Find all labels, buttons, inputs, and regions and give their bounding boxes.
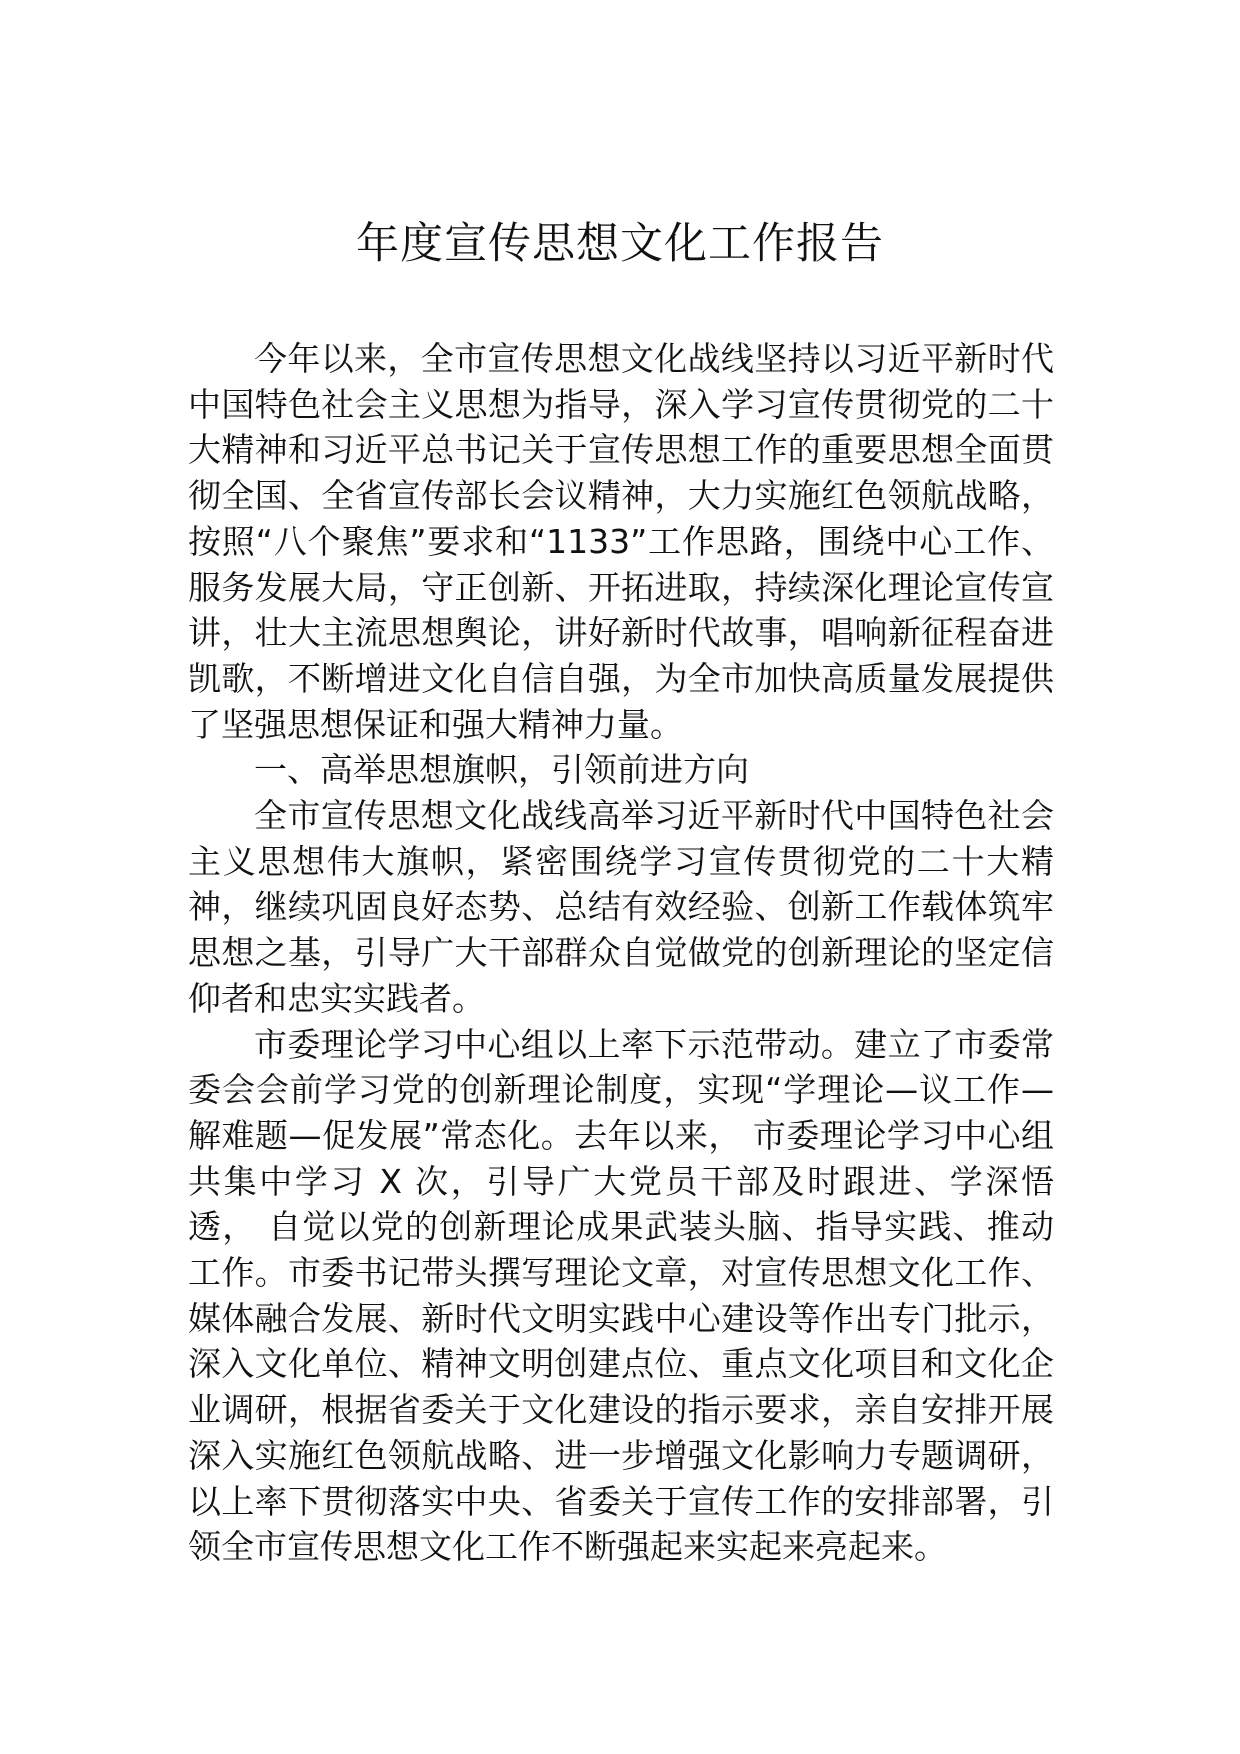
document-title: 年度宣传思想文化工作报告 bbox=[356, 219, 884, 269]
section-1-paragraph-2: 市委理论学习中心组以上率下示范带动。建立了市委常委会会前学习党的创新理论制度，实现“学理论—议工作—解难题—促发展”常态化。去年以来， 市委理论学习中心组共集中学习 X 次，引导广大党员干部及时跟进、学深悟透， 自觉以党的创新理论成果武装头脑、指导实践、推动工作。市委书记带头撰写理论文章，对宣传思想文化工作、媒体融合发展、新时代文明实践中心建设等作出专门批示，深入文化单位、精神文明创建点位、重点文化项目和文化企业调研，根据省委关于文化建设的指示要求，亲自安排开展深入实施红色领航战略、进一步增强文化影响力专题调研，以上率下贯彻落实中央、省委关于宣传工作的安排部署，引领全市宣传思想文化工作不断强起来实起来亮起来。 bbox=[188, 1024, 1054, 1567]
section-1-paragraph-1: 全市宣传思想文化战线高举习近平新时代中国特色社会主义思想伟大旗帜，紧密围绕学习宣传贯彻党的二十大精神，继续巩固良好态势、总结有效经验、创新工作载体筑牢思想之基，引导广大干部群众自觉做党的创新理论的坚定信仰者和忠实实践者。 bbox=[188, 796, 1054, 1018]
intro-paragraph: 今年以来，全市宣传思想文化战线坚持以习近平新时代中国特色社会主义思想为指导，深入学习宣传贯彻党的二十大精神和习近平总书记关于宣传思想工作的重要思想全面贯彻全国、全省宣传部长会议精神，大力实施红色领航战略，按照“八个聚焦”要求和“1133”工作思路，围绕中心工作、服务发展大局，守正创新、开拓进取，持续深化理论宣传宣讲，壮大主流思想舆论，讲好新时代故事，唱响新征程奋进凯歌，不断增进文化自信自强，为全市加快高质量发展提供了坚强思想保证和强大精神力量。 bbox=[188, 339, 1054, 744]
document-body bbox=[188, 336, 1054, 1570]
section-heading-1: 一、高举思想旗帜，引领前进方向 bbox=[254, 750, 749, 790]
